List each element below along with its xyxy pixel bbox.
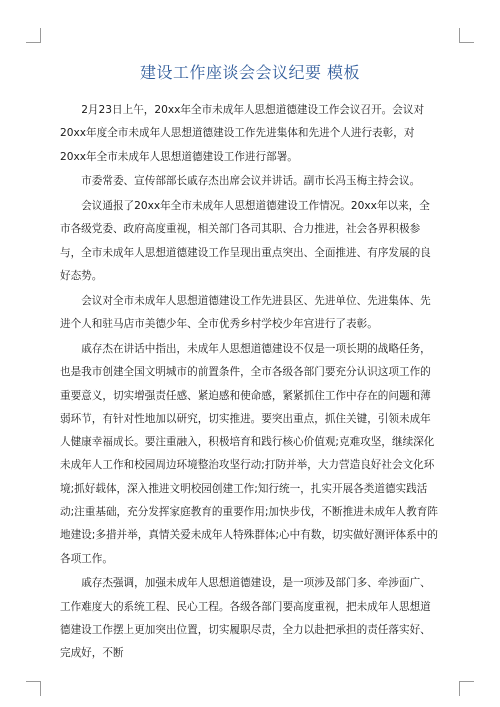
crop-mark-bottom-left (26, 681, 41, 696)
crop-mark-bottom-right (459, 681, 474, 696)
document-title: 建设工作座谈会会议纪要 模板 (139, 63, 361, 82)
crop-mark-top-left (26, 28, 41, 43)
paragraph: 市委常委、宣传部部长戚存杰出席会议并讲话。副市长冯玉梅主持会议。 (81, 175, 421, 188)
paragraph: 戚存杰强调，加强未成年人思想道德建设，是一项涉及部门多、牵涉面广、工作难度大的系统工程、民心工程。各级各部门要高度重视，把未成年人思想道德建设工作摆上更加突出位置，切实履职尽责，全力以赴把承担的责任落实好、完成好，不断 (60, 577, 431, 660)
paragraph: 会议对全市未成年人思想道德建设工作先进县区、先进单位、先进集体、先进个人和驻马店市美德少年、全市优秀乡村学校少年宫进行了表彰。 (60, 294, 431, 331)
crop-mark-top-right (459, 28, 474, 43)
document-body (60, 99, 440, 667)
paragraph: 2月23日上午，20xx年全市未成年人思想道德建设工作会议召开。会议对20xx年度全市未成年人思想道德建设工作先进集体和先进个人进行表彰，对20xx年全市未成年人思想道德建设工作进行部署。 (60, 104, 425, 163)
paragraph: 会议通报了20xx年全市未成年人思想道德建设工作情况。20xx年以来，全市各级党委、政府高度重视，相关部门各司其职、合力推进，社会各界积极参与，全市未成年人思想道德建设工作呈现出重点突出、全面推进、有序发展的良好态势。 (60, 200, 431, 283)
paragraph: 戚存杰在讲话中指出，未成年人思想道德建设不仅是一项长期的战略任务，也是我市创建全国文明城市的前置条件，全市各级各部门要充分认识这项工作的重要意义，切实增强责任感、紧迫感和使命感，紧紧抓住工作中存在的问题和薄弱环节，有针对性地加以研究，切实推进。要突出重点，抓住关键，引领未成年人健康幸福成长。要注重融入，积极培育和践行核心价值观;克难攻坚，继续深化未成年人工作和校园周边环境整治攻坚行动;打防并举，大力营造良好社会文化环境;抓好载体，深入推进文明校园创建工作;知行统一，扎实开展各类道德实践活动;注重基础，充分发挥家庭教育的重要作用;加快步伐，不断推进未成年人教育阵地建设;多措并举，真情关爱未成年人特殊群体;心中有数，切实做好测评体系中的各项工作。 (60, 342, 438, 565)
